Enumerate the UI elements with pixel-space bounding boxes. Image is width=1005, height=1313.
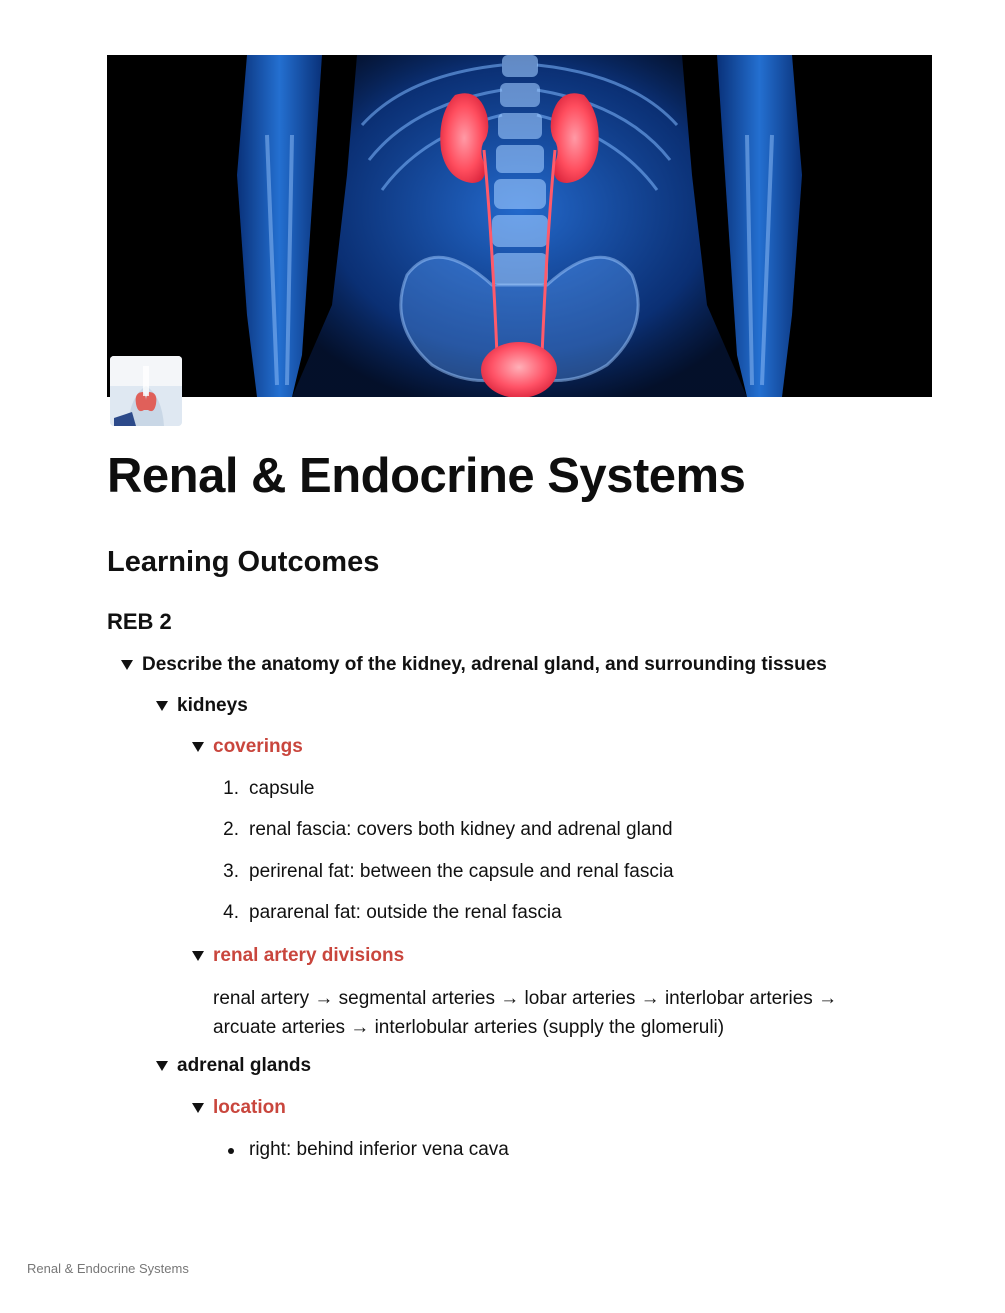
toggle-adrenal-label: adrenal glands (177, 1055, 312, 1076)
list-item-text: renal fascia: covers both kidney and adrenal gland (249, 819, 673, 840)
toggle-objective-label: Describe the anatomy of the kidney, adrenal gland, and surrounding tissues (142, 654, 827, 675)
paragraph-line: arcuate arteries → interlobular arteries (supply the glomeruli) (213, 1017, 725, 1038)
toggle-kidneys-label: kidneys (177, 695, 248, 716)
bullet-dot-icon (228, 1148, 234, 1154)
toggle-triangle-icon[interactable] (192, 742, 204, 752)
footer-page-title: Renal & Endocrine Systems (27, 1261, 189, 1276)
cover-image (107, 55, 932, 397)
toggle-coverings-label: coverings (213, 736, 303, 757)
list-item-number: 3. (223, 861, 239, 882)
toggle-renal-artery-label: renal artery divisions (213, 945, 405, 966)
page-title: Renal & Endocrine Systems (107, 449, 746, 503)
paragraph-line: renal artery → segmental arteries → lobar arteries → interlobar arteries → (213, 988, 838, 1009)
list-item-number: 4. (223, 902, 239, 923)
heading-reb-2: REB 2 (107, 609, 172, 634)
list-item-text: perirenal fat: between the capsule and renal fascia (249, 861, 674, 882)
toggle-triangle-icon[interactable] (192, 1103, 204, 1113)
list-item-text: capsule (249, 778, 315, 799)
renal-artery-paragraph (213, 984, 913, 1042)
toggle-triangle-icon[interactable] (192, 951, 204, 961)
page-icon[interactable] (110, 356, 182, 426)
toggle-triangle-icon[interactable] (121, 660, 133, 670)
toggle-location-label: location (213, 1097, 286, 1118)
toggle-triangle-icon[interactable] (156, 701, 168, 711)
list-item-number: 2. (223, 819, 239, 840)
list-item-number: 1. (223, 778, 239, 799)
thyroid-illustration-icon (110, 356, 182, 426)
toggle-triangle-icon[interactable] (156, 1061, 168, 1071)
heading-learning-outcomes: Learning Outcomes (107, 546, 380, 578)
list-item-text: pararenal fat: outside the renal fascia (249, 902, 562, 923)
list-item-text: right: behind inferior vena cava (249, 1139, 509, 1160)
kidneys-anatomy-illustration (107, 55, 932, 397)
